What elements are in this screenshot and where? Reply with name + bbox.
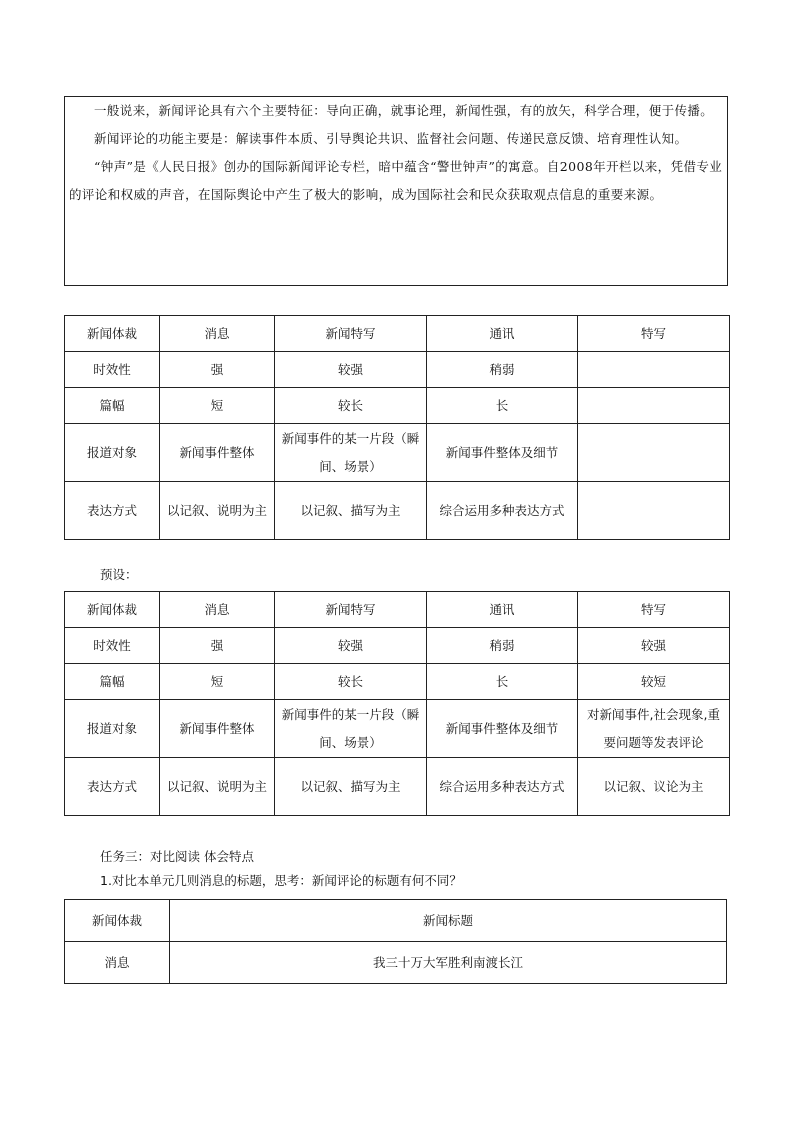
table-cell: 时效性 [65,628,160,664]
table-cell: 特写 [578,316,730,352]
table-cell: 长 [427,664,578,700]
table-row [65,482,730,540]
table-cell: 较强 [275,628,427,664]
table-row [65,664,730,700]
table-row [65,388,730,424]
table-cell: 以记叙、议论为主 [578,758,730,816]
table-cell: 新闻体裁 [65,900,170,942]
table-cell [578,388,730,424]
table-cell: 强 [160,352,275,388]
table-cell: 篇幅 [65,388,160,424]
intro-box [64,96,728,286]
table-cell: 短 [160,388,275,424]
table-row [65,424,730,482]
table-cell: 表达方式 [65,758,160,816]
table-row [65,900,727,942]
headline-table [64,899,727,984]
table-cell: 稍弱 [427,628,578,664]
task-title: 任务三：对比阅读 体会特点 [100,849,254,864]
table-cell: 消息 [160,592,275,628]
genre-table [64,315,730,540]
table-cell: 消息 [160,316,275,352]
table-cell: 较强 [578,628,730,664]
table-cell: 较长 [275,664,427,700]
table-cell: 较短 [578,664,730,700]
table-cell: 报道对象 [65,424,160,482]
table-cell: 消息 [65,942,170,984]
table-cell: 特写 [578,592,730,628]
table-cell: 新闻特写 [275,316,427,352]
table-cell: 新闻事件的某一片段（瞬间、场景） [275,700,427,758]
table-cell: 新闻体裁 [65,592,160,628]
table-cell: 强 [160,628,275,664]
table-cell: 以记叙、描写为主 [275,482,427,540]
table-cell: 报道对象 [65,700,160,758]
table-cell: 以记叙、说明为主 [160,482,275,540]
table-cell: 以记叙、说明为主 [160,758,275,816]
table-cell: 以记叙、描写为主 [275,758,427,816]
genre-table-preset [64,591,730,816]
table-cell: 篇幅 [65,664,160,700]
table-cell: 表达方式 [65,482,160,540]
table-cell: 新闻事件整体 [160,424,275,482]
table-cell: 通讯 [427,316,578,352]
table-cell: 短 [160,664,275,700]
table-cell: 新闻事件整体及细节 [427,424,578,482]
table-cell: 新闻特写 [275,592,427,628]
table-cell: 稍弱 [427,352,578,388]
table-row [65,758,730,816]
table-cell [578,482,730,540]
table-cell: 新闻体裁 [65,316,160,352]
table-row [65,316,730,352]
table-cell [578,352,730,388]
intro-paragraph-1: 一般说来，新闻评论具有六个主要特征：导向正确，就事论理，新闻性强，有的放矢，科学合理，便于传播。 [94,103,714,118]
table-cell: 新闻标题 [170,900,727,942]
table-row [65,942,727,984]
table-cell: 我三十万大军胜利南渡长江 [170,942,727,984]
table-cell: 通讯 [427,592,578,628]
table-cell: 较长 [275,388,427,424]
table-cell: 新闻事件整体及细节 [427,700,578,758]
table-cell: 较强 [275,352,427,388]
intro-paragraph-3: “钟声”是《人民日报》创办的国际新闻评论专栏，暗中蕴含“警世钟声”的寓意。自2008年开栏以来，凭借专业的评论和权威的声音，在国际舆论中产生了极大的影响，成为国际社会和民众获取观点信息的重要来源。 [69,159,723,202]
table-cell: 时效性 [65,352,160,388]
intro-paragraph-2: 新闻评论的功能主要是：解读事件本质、引导舆论共识、监督社会问题、传递民意反馈、培育理性认知。 [94,131,688,146]
table-cell: 综合运用多种表达方式 [427,758,578,816]
table-cell: 对新闻事件,社会现象,重要问题等发表评论 [578,700,730,758]
table-cell: 新闻事件的某一片段（瞬间、场景） [275,424,427,482]
preset-label: 预设： [100,567,138,582]
table-row [65,700,730,758]
table-cell: 长 [427,388,578,424]
table-cell [578,424,730,482]
table-row [65,352,730,388]
table-row [65,592,730,628]
table-cell: 综合运用多种表达方式 [427,482,578,540]
task-question: 1.对比本单元几则消息的标题，思考：新闻评论的标题有何不同？ [100,873,462,888]
table-row [65,628,730,664]
table-cell: 新闻事件整体 [160,700,275,758]
